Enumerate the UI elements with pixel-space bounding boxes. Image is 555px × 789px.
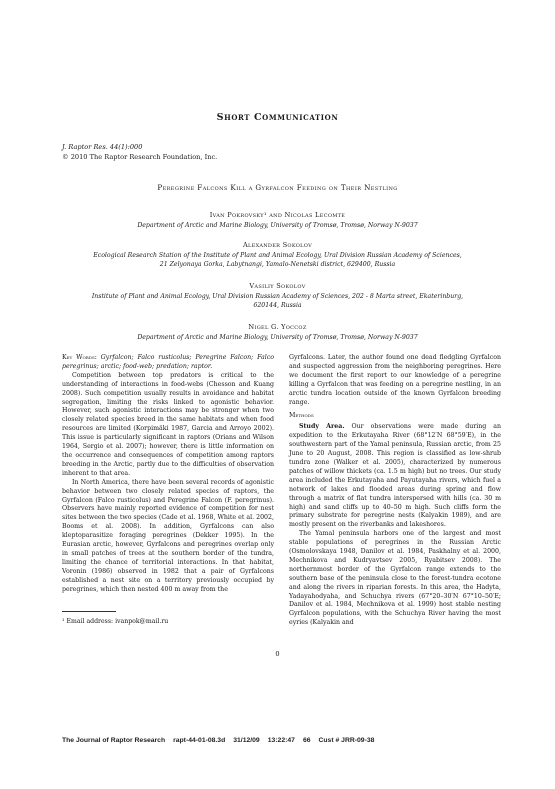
keywords [62,354,274,372]
article-title: Peregrine Falcons Kill a Gyrfalcon Feeding on Their Nestling [157,183,398,192]
footer-time: 13:22:47 [267,737,295,744]
methods-heading: Methods [289,412,314,420]
footer-date: 31/12/09 [233,737,260,744]
author-name: Vasiliy Sokolov [249,282,306,290]
production-footer [62,737,382,744]
paragraph: The Yamal peninsula harbors one of the largest and most stable populations of peregrines in the Russian Arctic (Osmolovskaya 1948, Danilov et al. 1984, Paskhalny et al. 2000, Mechnikova and Kudryavtsev 2005, Ryabitsev 2008). The northernmost border of the Gyrfalcon range extends to the southern base of the peninsula close to the forest-tundra ecotone and along the rivers in riparian forests. In this area, the Hadyta, Yadayahodyaha, and Schuchya rivers (67°20–30′N 67°10–50′E; Danilov et al. 1984, Mechnikova et al. 1999) host stable nesting Gyrfalcon populations, with the Schuchya River having the most eyries (Kalyakin and [289,530,501,627]
paragraph: Competition between top predators is critical to the understanding of interactions in food-webs (Chesson and Kuang 2008). Such competition usually results in avoidance and habitat segregation, limiting the risks linked to agonistic behavior. However, such agonistic interactions may be stronger when two closely related species breed in the same habitats and when food resources are limited (Korpimäki 1987, Garcia and Arroyo 2002). This issue is particularly significant in raptors (Orians and Wilson 1964, Sergio et al. 2007); however, there is little information on the occurrence and consequences of competition among raptors breeding in the Arctic, partly due to the difficulties of observation inherent to that area. [62,371,274,477]
author-affiliation: Institute of Plant and Animal Ecology, Ural Division Russian Academy of Sciences, 202 - 8 Marta street, Ekaterinburg, [91,293,464,300]
author-name: Alexander Sokolov [243,241,312,249]
author-name: Ivan Pokrovsky¹ and Nicolas Lecomte [209,211,346,219]
footer-page: 66 [302,737,311,744]
author-affiliation: 620144, Russia [253,302,302,309]
study-area-text: Our observations were made during an expedition to the Erkutayaha River (68°12′N 68°59′E), in the southwestern part of the Yamal peninsula, Russian arctic, from 25 June to 20 August, 2008. This region is classified as low-shrub tundra zone (Walker et al. 2005), characterized by numerous patches of willow thickets (ca. 1.5 m high) but no trees. Our study area included the Erkutayaha and Payutayaha rivers, which fuel a network of lakes and flooded areas during spring and flow through a matrix of flat tundra interspersed with hills (ca. 30 m high) and sand cliffs up to 40–50 m high. Such cliffs form the primary substrate for peregrine nests (Kalyakin 1989), and are mostly present on the riverbanks and lakeshores. [289,423,501,529]
footer-file: rapt-44-01-08.3d [173,737,226,744]
right-column [289,354,501,628]
author-affiliation: Department of Arctic and Marine Biology, University of Tromsø, Tromsø, Norway N-9037 [137,222,418,229]
page-number: 0 [275,650,280,658]
section-title: Short Communication [216,112,339,123]
author-affiliation: Ecological Research Station of the Institute of Plant and Animal Ecology, Ural Division Russian Academy of Sciences, [93,252,462,259]
keywords-label: Key Words: [62,354,97,361]
study-area-label: Study Area. [299,423,345,431]
paragraph: In North America, there have been several records of agonistic behavior between two closely related species of raptors, the Gyrfalcon (Falco rusticolus) and Peregrine Falcon (F. peregrinus). Observers have mainly reported evidence of competition for nest sites between the two species (Cade et al. 1968, White et al. 2002, Booms et al. 2008). In addition, Gyrfalcons can also kleptoparasitize foraging peregrines (Dekker 1995). In the Eurasian arctic, however, Gyrfalcons and peregrines overlap only in small patches of trees at the southern border of the tundra, limiting the chance of territorial interactions. In that habitat, Voronin (1986) observed in 1982 that a pair of Gyrfalcons established a nest site on a territory previously occupied by peregrines, which then nested 400 m away from the [62,478,274,593]
footnote: ¹ Email address: ivanpok@mail.ru [62,618,169,625]
paragraph: Gyrfalcons. Later, the author found one dead fledgling Gyrfalcon and suspected aggression from the neighboring peregrines. Here we document the first report to our knowledge of a peregrine killing a Gyrfalcon that was feeding on a peregrine nestling, in an arctic tundra location outside of the known Gyrfalcon breeding range. [289,354,501,406]
author-affiliation: Department of Arctic and Marine Biology, University of Tromsø, Tromsø, Norway N-9037 [137,334,418,341]
author-name: Nigel G. Yoccoz [248,323,307,331]
study-area-paragraph [289,423,501,530]
left-column [62,354,274,594]
copyright-line: © 2010 The Raptor Research Foundation, Inc. [62,153,218,161]
keywords-text: Gyrfalcon; Falco rusticolus; Peregrine Falcon; Falco peregrinus; arctic; food-web; predation; raptor. [62,354,275,370]
author-affiliation: 21 Zelyonaya Gorka, Labytnangi, Yamalo-Nenetski district, 629400, Russia [159,261,396,268]
footnote-rule [62,611,116,612]
journal-citation: J. Raptor Res. 44(1):000 [62,143,143,151]
footer-cust: Cust # JRR-09-38 [318,737,375,744]
footer-journal: The Journal of Raptor Research [62,737,166,744]
